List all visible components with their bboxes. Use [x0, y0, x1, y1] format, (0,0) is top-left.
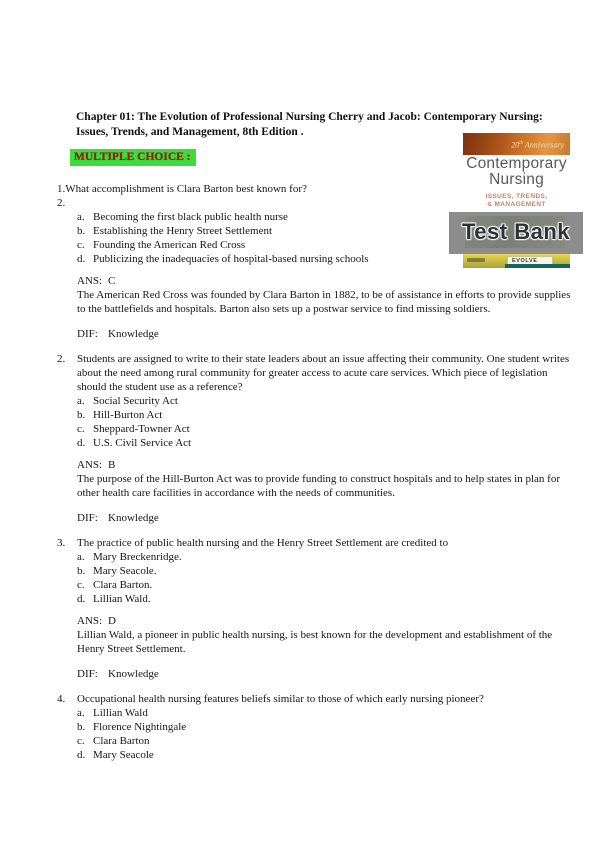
banner-number: 20 — [511, 140, 520, 150]
option-row — [77, 422, 576, 436]
option-text: Clara Barton — [93, 735, 150, 747]
option-letter: a. — [77, 211, 85, 223]
banner-ordinal: th — [519, 141, 524, 146]
answer-rationale: The purpose of the Hill-Burton Act was to provide funding to construct hospitals and to help states in plan for other health care facilities in accordance with the needs of communities. — [77, 473, 560, 499]
question-number: 3. — [57, 537, 66, 549]
option-letter: c. — [77, 735, 85, 747]
option-text: Founding the American Red Cross — [93, 239, 246, 251]
option-text: U.S. Civil Service Act — [93, 437, 192, 449]
question-2-options — [77, 394, 576, 450]
option-row — [77, 252, 576, 266]
option-row — [77, 408, 576, 422]
option-row — [77, 748, 576, 762]
difficulty-value: Knowledge — [108, 512, 159, 524]
question-1-stem-line — [57, 182, 576, 196]
banner-text: Anniversary — [523, 140, 564, 150]
option-letter: a. — [77, 551, 85, 563]
option-text: Florence Nightingale — [93, 721, 187, 733]
option-text: Becoming the first black public health nurse — [93, 211, 288, 223]
difficulty-row — [77, 667, 576, 681]
option-row — [77, 592, 576, 606]
option-letter: d. — [77, 593, 86, 605]
option-letter: b. — [77, 721, 86, 733]
question-stem: What accomplishment is Clara Barton best known for? — [65, 183, 307, 195]
question-number: 2. — [57, 353, 66, 365]
difficulty-label: DIF: — [77, 668, 98, 680]
option-letter: d. — [77, 749, 86, 761]
option-text: Establishing the Henry Street Settlement — [93, 225, 273, 237]
option-text: Mary Seacole. — [93, 565, 157, 577]
difficulty-label: DIF: — [77, 512, 98, 524]
question-stem: Students are assigned to write to their state leaders about an issue affecting their community. One student writes about the need among rural community for greater access to acute care services. Which piece of legislation should the student use as a reference? — [77, 353, 570, 393]
answer-row — [77, 458, 576, 472]
book-title-line1: Contemporary — [466, 155, 567, 172]
option-text: Lillian Wald. — [93, 593, 151, 605]
option-letter: d. — [77, 253, 86, 265]
stray-question-number: 2. — [57, 197, 66, 209]
answer-row — [77, 274, 576, 288]
answer-label: ANS: — [77, 615, 103, 627]
chapter-heading-line1: Chapter 01: The Evolution of Professional Nursing Cherry and Jacob: Contemporary Nursing: — [76, 111, 543, 123]
question-1-options — [77, 210, 576, 266]
option-row — [77, 564, 576, 578]
answer-rationale: Lillian Wald, a pioneer in public health nursing, is best known for the development and establishment of the Henry Street Settlement. — [77, 629, 553, 655]
option-letter: a. — [77, 707, 85, 719]
answer-value: C — [108, 275, 116, 287]
option-text: Publicizing the inadequacies of hospital-based nursing schools — [93, 253, 369, 265]
option-letter: c. — [77, 579, 85, 591]
option-row — [77, 578, 576, 592]
option-row — [77, 706, 576, 720]
question-number: 1. — [57, 183, 66, 195]
book-subtitle-line1: ISSUES, TRENDS, — [485, 193, 548, 200]
chapter-heading — [76, 110, 580, 140]
question-4-options — [77, 706, 576, 762]
questions-list — [57, 182, 576, 762]
option-row — [77, 436, 576, 450]
option-letter: c. — [77, 239, 85, 251]
answer-row — [77, 614, 576, 628]
option-letter: b. — [77, 225, 86, 237]
book-subtitle-line2: & MANAGEMENT — [487, 201, 546, 208]
question-number: 4. — [57, 693, 66, 705]
option-row — [77, 550, 576, 564]
option-letter: a. — [77, 395, 85, 407]
test-bank-watermark: Test Bank — [461, 219, 570, 244]
question-2-stem-line — [57, 352, 576, 394]
difficulty-row — [77, 511, 576, 525]
evolve-logo: EVOLVE — [507, 256, 553, 266]
answer-value: B — [108, 459, 116, 471]
answer-rationale: The American Red Cross was founded by Clara Barton in 1882, to be of assistance in efforts to provide supplies to the battlefields and hospitals. Barton also sets up a postwar service to find missing soldiers. — [77, 289, 571, 315]
option-row — [77, 394, 576, 408]
option-text: Hill-Burton Act — [93, 409, 163, 421]
question-stem: Occupational health nursing features beliefs similar to those of which early nursing pioneer? — [77, 693, 484, 705]
difficulty-label: DIF: — [77, 328, 98, 340]
option-letter: c. — [77, 423, 85, 435]
question-3-stem-line — [57, 536, 576, 550]
option-row — [77, 238, 576, 252]
option-row — [77, 224, 576, 238]
difficulty-row — [77, 327, 576, 341]
option-text: Mary Breckenridge. — [93, 551, 182, 563]
option-row — [77, 210, 576, 224]
difficulty-value: Knowledge — [108, 328, 159, 340]
option-text: Clara Barton. — [93, 579, 153, 591]
multiple-choice-section-label: MULTIPLE CHOICE : — [70, 149, 196, 166]
option-letter: b. — [77, 565, 86, 577]
option-row — [77, 734, 576, 748]
option-text: Sheppard-Towner Act — [93, 423, 190, 435]
question-3-options — [77, 550, 576, 606]
answer-label: ANS: — [77, 459, 103, 471]
question-3 — [57, 536, 576, 681]
question-1 — [57, 182, 576, 341]
question-4 — [57, 692, 576, 762]
option-text: Mary Seacole — [93, 749, 154, 761]
question-4-stem-line — [57, 692, 576, 706]
option-letter: b. — [77, 409, 86, 421]
question-2 — [57, 352, 576, 525]
option-letter: d. — [77, 437, 86, 449]
answer-value: D — [108, 615, 116, 627]
answer-label: ANS: — [77, 275, 103, 287]
option-text: Social Security Act — [93, 395, 178, 407]
book-title-line2: Nursing — [489, 170, 544, 188]
option-row — [77, 720, 576, 734]
chapter-heading-line2: Issues, Trends, and Management, 8th Edition . — [76, 126, 304, 138]
question-stem: The practice of public health nursing and the Henry Street Settlement are credited to — [77, 537, 449, 549]
difficulty-value: Knowledge — [108, 668, 159, 680]
option-text: Lillian Wald — [93, 707, 148, 719]
